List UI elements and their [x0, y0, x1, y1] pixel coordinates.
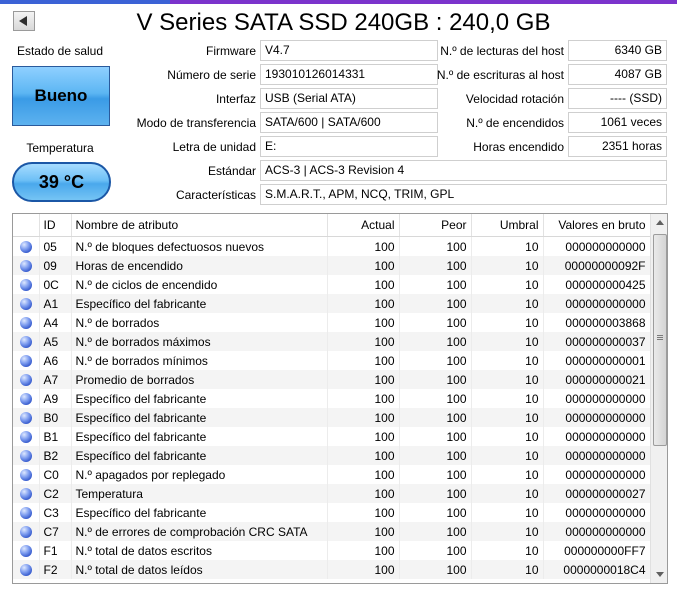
row-raw-value: 000000000000	[543, 389, 650, 408]
row-id: A4	[39, 313, 71, 332]
firmware-field[interactable]: V4.7	[260, 40, 438, 61]
status-cell	[13, 332, 39, 351]
blue-status-dot-icon	[20, 412, 32, 424]
status-cell	[13, 389, 39, 408]
row-threshold: 10	[471, 541, 543, 560]
column-header-worst[interactable]: Peor	[399, 214, 471, 237]
blue-status-dot-icon	[20, 298, 32, 310]
row-id: A9	[39, 389, 71, 408]
row-raw-value: 000000000000	[543, 503, 650, 522]
row-current: 100	[327, 370, 399, 389]
row-current: 100	[327, 541, 399, 560]
blue-status-dot-icon	[20, 450, 32, 462]
drive-letter-label: Letra de unidad	[172, 140, 256, 154]
row-current: 100	[327, 522, 399, 541]
column-header-status[interactable]	[13, 214, 39, 237]
row-current: 100	[327, 560, 399, 579]
row-id: C7	[39, 522, 71, 541]
window-accent-bar	[0, 0, 677, 4]
rotation-speed-field[interactable]: ---- (SSD)	[568, 88, 667, 109]
row-raw-value: 000000000000	[543, 522, 650, 541]
table-row[interactable]	[13, 427, 650, 446]
row-attribute-name: Específico del fabricante	[71, 408, 327, 427]
column-header-current[interactable]: Actual	[327, 214, 399, 237]
table-header-row	[13, 214, 650, 237]
host-reads-field[interactable]: 6340 GB	[568, 40, 667, 61]
table-row[interactable]	[13, 465, 650, 484]
row-threshold: 10	[471, 484, 543, 503]
firmware-label: Firmware	[206, 44, 256, 58]
temperature-label: Temperatura	[26, 141, 94, 155]
blue-status-dot-icon	[20, 260, 32, 272]
blue-status-dot-icon	[20, 355, 32, 367]
row-id: A5	[39, 332, 71, 351]
row-worst: 100	[399, 351, 471, 370]
row-threshold: 10	[471, 237, 543, 257]
status-cell	[13, 256, 39, 275]
row-worst: 100	[399, 560, 471, 579]
status-cell	[13, 275, 39, 294]
row-attribute-name: Temperatura	[71, 484, 327, 503]
row-current: 100	[327, 427, 399, 446]
table-row[interactable]	[13, 522, 650, 541]
row-raw-value: 0000000018C4	[543, 560, 650, 579]
row-id: B1	[39, 427, 71, 446]
temperature-badge[interactable]: 39 °C	[12, 162, 111, 202]
row-current: 100	[327, 256, 399, 275]
row-attribute-name: N.º de ciclos de encendido	[71, 275, 327, 294]
status-cell	[13, 408, 39, 427]
status-cell	[13, 427, 39, 446]
row-raw-value: 000000000000	[543, 427, 650, 446]
row-id: B0	[39, 408, 71, 427]
row-threshold: 10	[471, 351, 543, 370]
accent-segment-purple	[170, 0, 677, 4]
blue-status-dot-icon	[20, 469, 32, 481]
blue-status-dot-icon	[20, 317, 32, 329]
table-row[interactable]	[13, 389, 650, 408]
row-attribute-name: N.º de borrados	[71, 313, 327, 332]
row-worst: 100	[399, 237, 471, 257]
row-worst: 100	[399, 389, 471, 408]
row-attribute-name: Específico del fabricante	[71, 503, 327, 522]
row-current: 100	[327, 408, 399, 427]
row-worst: 100	[399, 522, 471, 541]
column-header-threshold[interactable]: Umbral	[471, 214, 543, 237]
blue-status-dot-icon	[20, 241, 32, 253]
standard-field[interactable]: ACS-3 | ACS-3 Revision 4	[260, 160, 667, 181]
row-threshold: 10	[471, 503, 543, 522]
status-cell	[13, 294, 39, 313]
table-row[interactable]	[13, 275, 650, 294]
row-worst: 100	[399, 465, 471, 484]
status-cell	[13, 560, 39, 579]
row-current: 100	[327, 446, 399, 465]
interface-field[interactable]: USB (Serial ATA)	[260, 88, 438, 109]
blue-status-dot-icon	[20, 431, 32, 443]
row-id: A1	[39, 294, 71, 313]
row-worst: 100	[399, 427, 471, 446]
row-threshold: 10	[471, 313, 543, 332]
disk-title: V Series SATA SSD 240GB : 240,0 GB	[136, 9, 551, 36]
row-current: 100	[327, 294, 399, 313]
row-raw-value: 000000000021	[543, 370, 650, 389]
interface-label: Interfaz	[215, 92, 256, 106]
table-row[interactable]	[13, 313, 650, 332]
row-attribute-name: N.º de errores de comprobación CRC SATA	[71, 522, 327, 541]
power-on-hours-label: Horas encendido	[473, 140, 564, 154]
status-cell	[13, 446, 39, 465]
row-worst: 100	[399, 370, 471, 389]
standard-label: Estándar	[207, 164, 256, 178]
grip-icon	[657, 335, 663, 336]
row-threshold: 10	[471, 332, 543, 351]
table-row[interactable]	[13, 351, 650, 370]
row-current: 100	[327, 313, 399, 332]
row-raw-value: 000000000000	[543, 408, 650, 427]
blue-status-dot-icon	[20, 526, 32, 538]
health-status-badge[interactable]: Bueno	[12, 66, 110, 126]
host-writes-label: N.º de escrituras al host	[436, 68, 564, 82]
row-attribute-name: Horas de encendido	[71, 256, 327, 275]
blue-status-dot-icon	[20, 336, 32, 348]
column-header-id[interactable]: ID	[39, 214, 71, 237]
arrow-up-icon	[656, 220, 664, 225]
row-id: A6	[39, 351, 71, 370]
blue-status-dot-icon	[20, 393, 32, 405]
scroll-up-button[interactable]	[651, 214, 668, 231]
serial-field[interactable]: 193010126014331	[260, 64, 438, 85]
row-current: 100	[327, 484, 399, 503]
status-cell	[13, 313, 39, 332]
host-reads-label: N.º de lecturas del host	[440, 44, 564, 58]
row-threshold: 10	[471, 370, 543, 389]
row-threshold: 10	[471, 275, 543, 294]
smart-table	[13, 214, 651, 579]
table-row[interactable]	[13, 408, 650, 427]
host-writes-field[interactable]: 4087 GB	[568, 64, 667, 85]
row-raw-value: 000000000037	[543, 332, 650, 351]
row-worst: 100	[399, 294, 471, 313]
row-threshold: 10	[471, 256, 543, 275]
row-attribute-name: N.º de borrados máximos	[71, 332, 327, 351]
row-attribute-name: N.º total de datos escritos	[71, 541, 327, 560]
blue-status-dot-icon	[20, 279, 32, 291]
row-raw-value: 000000000000	[543, 446, 650, 465]
column-header-name[interactable]: Nombre de atributo	[71, 214, 327, 237]
smart-attributes-list[interactable]	[12, 213, 668, 584]
row-worst: 100	[399, 275, 471, 294]
rotation-speed-label: Velocidad rotación	[465, 92, 564, 106]
row-raw-value: 000000003868	[543, 313, 650, 332]
blue-status-dot-icon	[20, 488, 32, 500]
row-attribute-name: Promedio de borrados	[71, 370, 327, 389]
row-id: 09	[39, 256, 71, 275]
table-row[interactable]	[13, 446, 650, 465]
features-label: Características	[175, 188, 256, 202]
transfer-mode-field[interactable]: SATA/600 | SATA/600	[260, 112, 438, 133]
row-attribute-name: N.º total de datos leídos	[71, 560, 327, 579]
row-raw-value: 000000000001	[543, 351, 650, 370]
status-cell	[13, 541, 39, 560]
row-attribute-name: Específico del fabricante	[71, 427, 327, 446]
row-id: 05	[39, 237, 71, 257]
row-current: 100	[327, 332, 399, 351]
row-id: B2	[39, 446, 71, 465]
scroll-down-button[interactable]	[651, 566, 668, 583]
drive-letter-field[interactable]: E:	[260, 136, 438, 157]
vertical-scrollbar[interactable]	[650, 214, 668, 583]
row-attribute-name: Específico del fabricante	[71, 446, 327, 465]
row-id: F1	[39, 541, 71, 560]
row-worst: 100	[399, 332, 471, 351]
row-raw-value: 00000000092F	[543, 256, 650, 275]
row-threshold: 10	[471, 427, 543, 446]
row-attribute-name: N.º de bloques defectuosos nuevos	[71, 237, 327, 257]
row-raw-value: 000000000FF7	[543, 541, 650, 560]
status-cell	[13, 484, 39, 503]
row-worst: 100	[399, 503, 471, 522]
row-raw-value: 000000000027	[543, 484, 650, 503]
status-cell	[13, 351, 39, 370]
accent-segment-blue	[0, 0, 170, 4]
scrollbar-thumb[interactable]	[653, 234, 667, 446]
table-row[interactable]	[13, 294, 650, 313]
row-worst: 100	[399, 313, 471, 332]
table-row[interactable]	[13, 541, 650, 560]
transfer-mode-label: Modo de transferencia	[136, 116, 256, 130]
features-field[interactable]: S.M.A.R.T., APM, NCQ, TRIM, GPL	[260, 184, 667, 205]
row-threshold: 10	[471, 522, 543, 541]
blue-status-dot-icon	[20, 545, 32, 557]
row-current: 100	[327, 237, 399, 257]
status-cell	[13, 370, 39, 389]
row-current: 100	[327, 389, 399, 408]
blue-status-dot-icon	[20, 374, 32, 386]
table-row[interactable]	[13, 503, 650, 522]
row-raw-value: 000000000000	[543, 294, 650, 313]
row-attribute-name: Específico del fabricante	[71, 389, 327, 408]
row-worst: 100	[399, 446, 471, 465]
table-row[interactable]	[13, 560, 650, 579]
health-status-label: Estado de salud	[16, 44, 104, 58]
serial-label: Número de serie	[167, 68, 256, 82]
row-attribute-name: Específico del fabricante	[71, 294, 327, 313]
row-worst: 100	[399, 484, 471, 503]
row-current: 100	[327, 465, 399, 484]
column-header-raw-values[interactable]: Valores en bruto	[543, 214, 650, 237]
row-id: C3	[39, 503, 71, 522]
power-on-count-label: N.º de encendidos	[466, 116, 564, 130]
row-id: A7	[39, 370, 71, 389]
row-raw-value: 000000000000	[543, 465, 650, 484]
table-row[interactable]	[13, 370, 650, 389]
row-threshold: 10	[471, 446, 543, 465]
status-cell	[13, 465, 39, 484]
row-threshold: 10	[471, 560, 543, 579]
row-worst: 100	[399, 256, 471, 275]
blue-status-dot-icon	[20, 507, 32, 519]
row-id: F2	[39, 560, 71, 579]
row-current: 100	[327, 503, 399, 522]
row-attribute-name: N.º de borrados mínimos	[71, 351, 327, 370]
power-on-count-field[interactable]: 1061 veces	[568, 112, 667, 133]
row-threshold: 10	[471, 408, 543, 427]
row-raw-value: 000000000425	[543, 275, 650, 294]
table-row[interactable]	[13, 332, 650, 351]
row-raw-value: 000000000000	[543, 237, 650, 257]
status-cell	[13, 237, 39, 257]
row-current: 100	[327, 275, 399, 294]
blue-status-dot-icon	[20, 564, 32, 576]
table-row[interactable]	[13, 484, 650, 503]
arrow-down-icon	[656, 572, 664, 577]
row-id: C0	[39, 465, 71, 484]
row-threshold: 10	[471, 389, 543, 408]
row-worst: 100	[399, 408, 471, 427]
row-id: C2	[39, 484, 71, 503]
table-row[interactable]	[13, 237, 650, 257]
row-worst: 100	[399, 541, 471, 560]
power-on-hours-field[interactable]: 2351 horas	[568, 136, 667, 157]
status-cell	[13, 522, 39, 541]
row-current: 100	[327, 351, 399, 370]
row-threshold: 10	[471, 465, 543, 484]
status-cell	[13, 503, 39, 522]
row-id: 0C	[39, 275, 71, 294]
row-attribute-name: N.º apagados por replegado	[71, 465, 327, 484]
row-threshold: 10	[471, 294, 543, 313]
table-row[interactable]	[13, 256, 650, 275]
